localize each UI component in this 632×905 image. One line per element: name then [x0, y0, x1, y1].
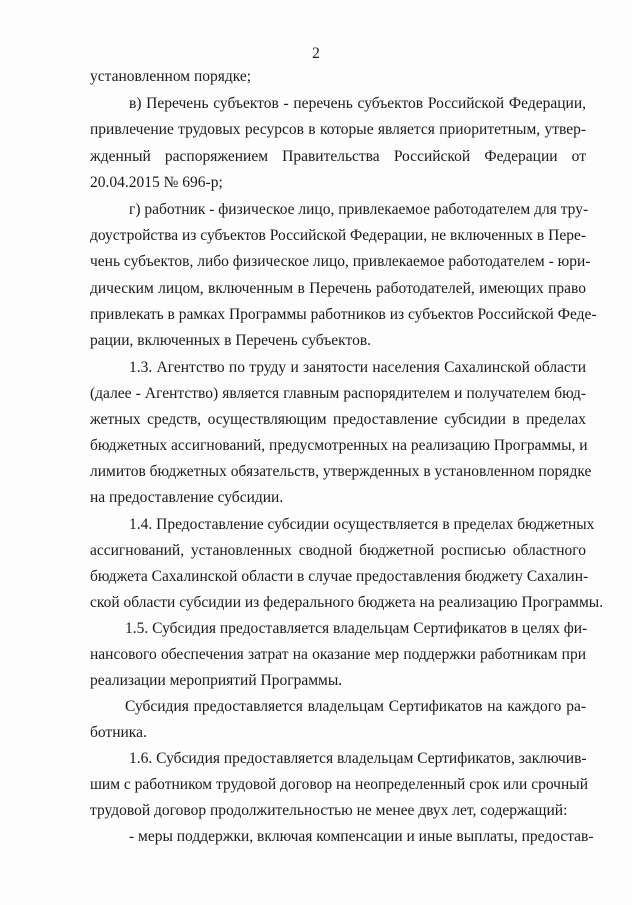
- text-line: ботника.: [90, 724, 147, 741]
- text-line: бюджетных ассигнований, предусмотренных на реализацию Программы, и: [90, 437, 588, 454]
- text-line: бюджета Сахалинской области в случае предоставления бюджету Сахалин-: [90, 568, 589, 585]
- text-line: дическим лицом, включенным в Перечень работодателей, имеющих право: [90, 280, 586, 297]
- text-line: г) работник - физическое лицо, привлекаемое работодателем для тру-: [129, 201, 589, 218]
- text-line: (далее - Агентство) является главным распорядителем и получателем бюд-: [90, 385, 586, 402]
- text-line: привлечение трудовых ресурсов в которые является приоритетным, утвер-: [90, 121, 586, 138]
- text-line: привлекать в рамках Программы работников из субъектов Российской Феде-: [90, 306, 597, 323]
- text-line: жетных средств, осуществляющим предоставление субсидии в пределах: [90, 411, 586, 428]
- text-line: ской области субсидии из федерального бюджета на реализацию Программы.: [90, 594, 604, 611]
- text-line: нансового обеспечения затрат на оказание мер поддержки работникам при: [90, 646, 586, 663]
- text-line: трудовой договор продолжительностью не менее двух лет, содержащий:: [90, 802, 568, 819]
- text-line: шим с работником трудовой договор на неопределенный срок или срочный: [90, 776, 588, 793]
- text-line: - меры поддержки, включая компенсации и иные выплаты, предостав-: [129, 828, 594, 845]
- text-line: установленном порядке;: [90, 68, 252, 85]
- text-line: 1.4. Предоставление субсидии осуществляется в пределах бюджетных: [129, 516, 595, 533]
- text-line: доустройства из субъектов Российской Федерации, не включенных в Пере-: [90, 227, 586, 244]
- text-line: 1.5. Субсидия предоставляется владельцам Сертификатов в целях фи-: [125, 620, 588, 637]
- text-line: ассигнований, установленных сводной бюджетной росписью областного: [90, 542, 586, 559]
- text-line: рации, включенных в Перечень субъектов.: [90, 332, 372, 349]
- text-line: на предоставление субсидии.: [90, 489, 284, 506]
- text-line: лимитов бюджетных обязательств, утвержденных в установленном порядке: [90, 463, 592, 480]
- text-line: чень субъектов, либо физическое лицо, привлекаемое работодателем - юри-: [90, 253, 591, 270]
- text-line: Субсидия предоставляется владельцам Сертификатов на каждого ра-: [125, 698, 586, 715]
- page-number: 2: [312, 45, 320, 62]
- text-line: 1.6. Субсидия предоставляется владельцам Сертификатов, заключив-: [129, 750, 587, 767]
- text-line: реализации мероприятий Программы.: [90, 672, 343, 689]
- text-line: жденный распоряжением Правительства Российской Федерации от: [90, 148, 586, 165]
- text-line: 1.3. Агентство по труду и занятости населения Сахалинской области: [129, 359, 586, 376]
- text-line: в) Перечень субъектов - перечень субъектов Российской Федерации,: [129, 95, 586, 112]
- text-line: 20.04.2015 № 696-р;: [90, 174, 223, 191]
